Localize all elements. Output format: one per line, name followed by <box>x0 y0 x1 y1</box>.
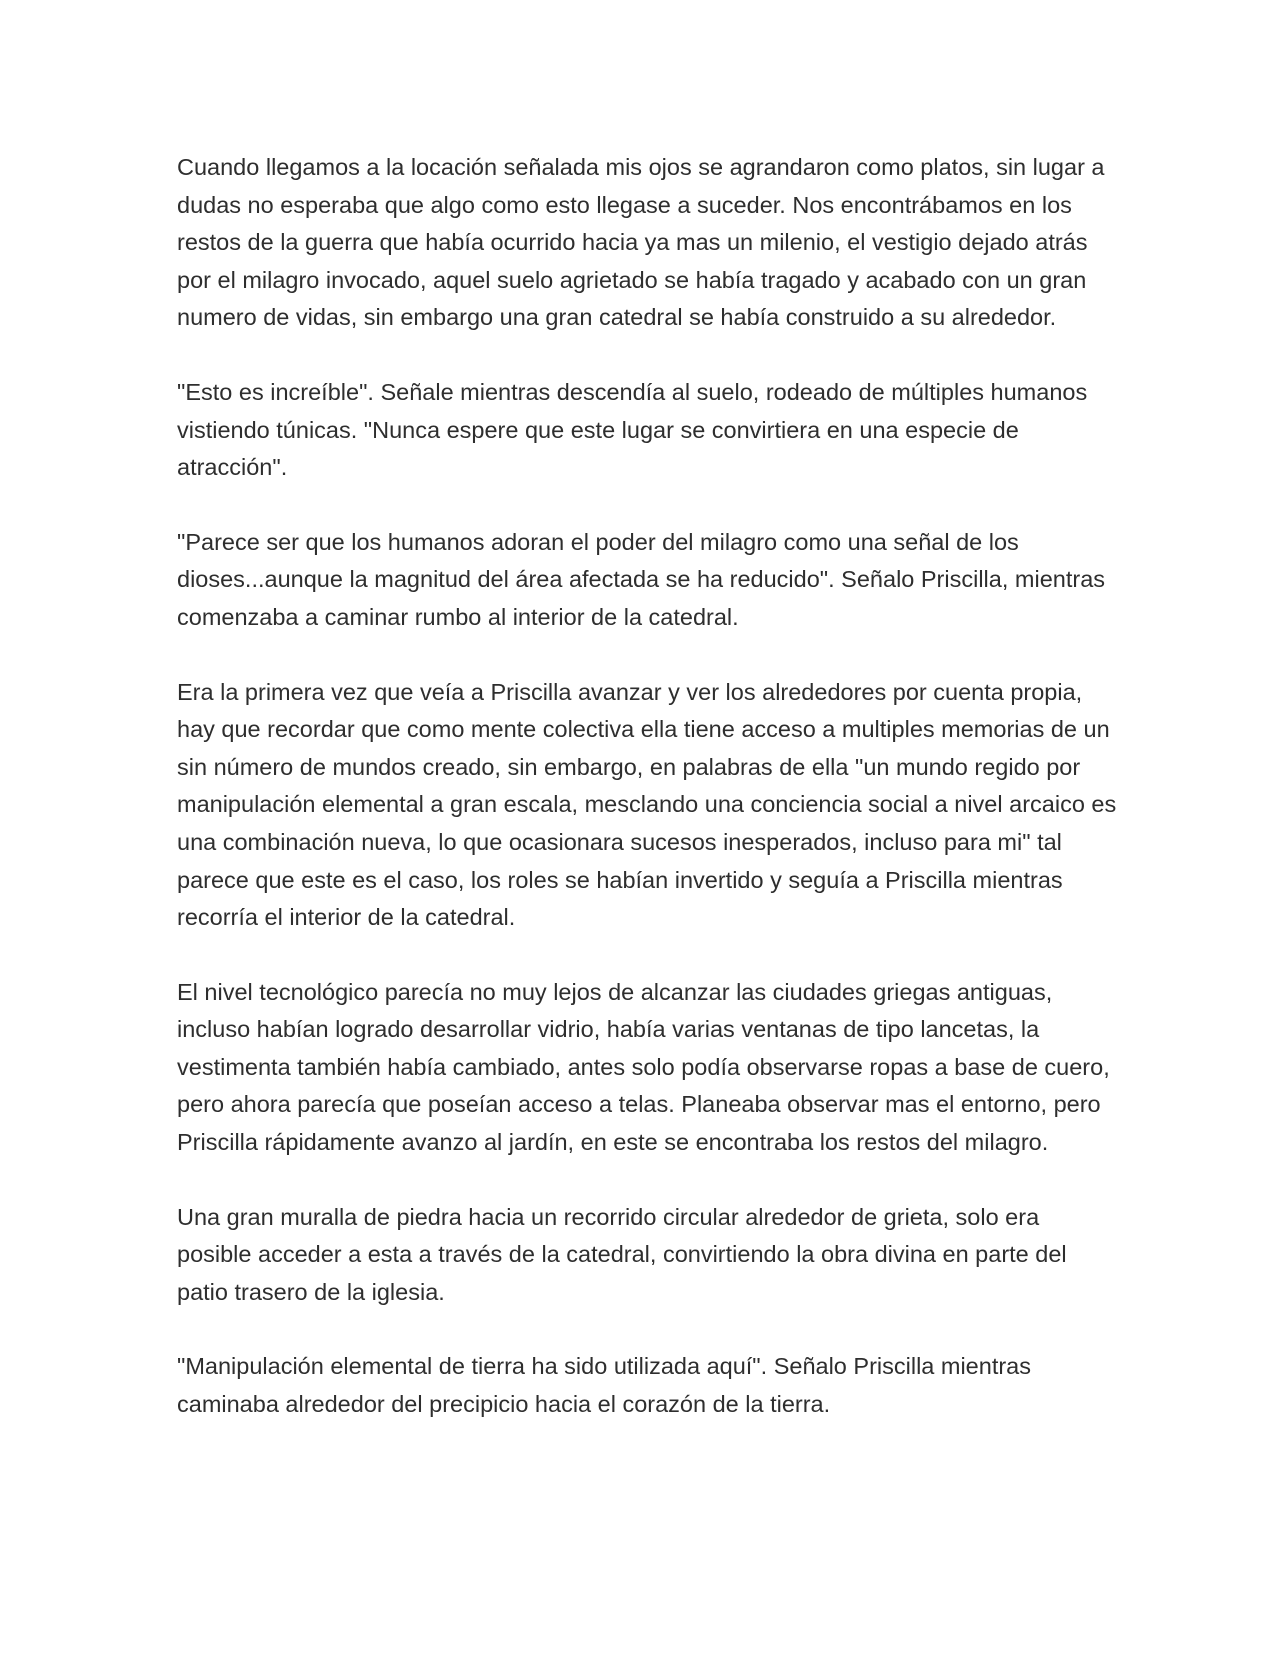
paragraph-4: Era la primera vez que veía a Priscilla avanzar y ver los alrededores por cuenta propia, hay que recordar que como mente colectiva ella tiene acceso a multiples memorias de un sin número de mundos creado, sin embargo, en palabras de ella "un mundo regido por manipulación elemental a gran escala, mesclando una conciencia social a nivel arcaico es una combinación nueva, lo que ocasionara sucesos inesperados, incluso para mi" tal parece que este es el caso, los roles se habían invertido y seguía a Priscilla mientras recorría el interior de la catedral. <box>177 678 1117 931</box>
paragraph-7: "Manipulación elemental de tierra ha sido utilizada aquí". Señalo Priscilla mientras caminaba alrededor del precipicio hacia el corazón de la tierra. <box>177 1353 1031 1418</box>
paragraph-1: Cuando llegamos a la locación señalada mis ojos se agrandaron como platos, sin lugar a dudas no esperaba que algo como esto llegase a suceder. Nos encontrábamos en los restos de la guerra que había ocurrido hacia ya mas un milenio, el vestigio dejado atrás por el milagro invocado, aquel suelo agrietado se había tragado y acabado con un gran numero de vidas, sin embargo una gran catedral se había construido a su alrededor. <box>177 154 1105 331</box>
document-body <box>177 149 1117 1461</box>
paragraph-2: "Esto es increíble". Señale mientras descendía al suelo, rodeado de múltiples humanos vistiendo túnicas. "Nunca espere que este lugar se convirtiera en una especie de atracción". <box>177 378 1088 481</box>
paragraph-3: "Parece ser que los humanos adoran el poder del milagro como una señal de los dioses...aunque la magnitud del área afectada se ha reducido". Señalo Priscilla, mientras comenzaba a caminar rumbo al interior de la catedral. <box>177 528 1106 630</box>
paragraph-6: Una gran muralla de piedra hacia un recorrido circular alrededor de grieta, solo era posible acceder a esta a través de la catedral, convirtiendo la obra divina en parte del patio trasero de la iglesia. <box>177 1203 1067 1305</box>
paragraph-5: El nivel tecnológico parecía no muy lejos de alcanzar las ciudades griegas antiguas, incluso habían logrado desarrollar vidrio, había varias ventanas de tipo lancetas, la vestimenta también había cambiado, antes solo podía observarse ropas a base de cuero, pero ahora parecía que poseían acceso a telas. Planeaba observar mas el entorno, pero Priscilla rápidamente avanzo al jardín, en este se encontraba los restos del milagro. <box>177 978 1110 1156</box>
